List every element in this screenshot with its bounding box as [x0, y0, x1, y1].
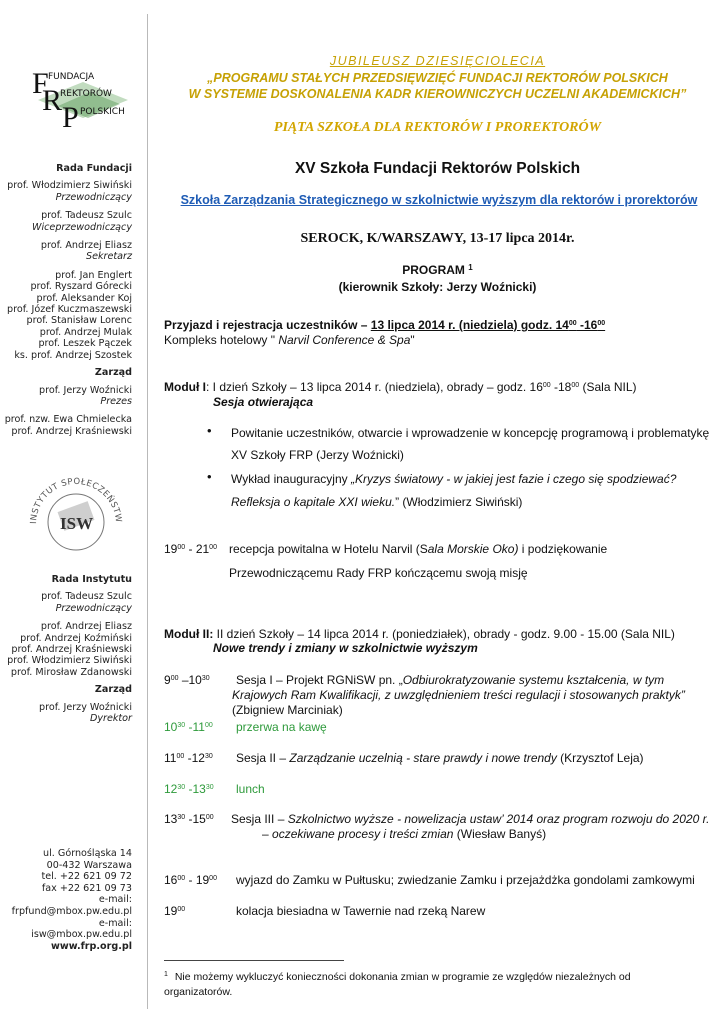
s1-line2: Krajowych Ram Kwalifikacji, z uwzględnieniem treści regulacji i stosowanych praktyk”	[232, 688, 685, 702]
bullet2-line2: Refleksja o kapitale XXI wieku.” (Włodzimierz Siwiński)	[231, 495, 523, 509]
module2-label: Moduł II:	[164, 627, 214, 641]
member-name: prof. Ryszard Górecki	[30, 281, 132, 293]
rada-fundacji-block	[0, 163, 132, 437]
s2-text: Sesja II – Zarządzanie uczelnią - stare prawdy i nowe trendy (Krzysztof Leja)	[236, 751, 644, 765]
fax: fax +22 621 09 73	[41, 882, 132, 894]
trip-text: wyjazd do Zamku w Pułtusku; zwiedzanie Zamku i przejażdżka gondolami zamkowymi	[236, 873, 695, 887]
logo-text-line3: POLSKICH	[80, 107, 125, 117]
member-role: Wiceprzewodniczący	[32, 221, 132, 233]
lunch-text: lunch	[236, 782, 265, 796]
address-line: ul. Górnośląska 14	[43, 848, 132, 859]
s3-time: $13^{30}$ $-15^{00}$	[164, 812, 214, 826]
arrival-date: 13 lipca 2014 r. (niedziela) godz. $14^{00}$ $-16^{00}$	[370, 318, 606, 332]
member-name: prof. Andrzej Mulak	[39, 326, 132, 338]
section-title: Rada Instytutu	[51, 574, 132, 585]
footnote-divider	[164, 960, 344, 961]
bullet-icon: •	[207, 469, 212, 484]
member-name: prof. Tadeusz Szulc	[41, 210, 132, 222]
place-date: SEROCK, K/WARSZAWY, 13-17 lipca 2014r.	[300, 231, 575, 246]
svg-text:P: P	[62, 101, 79, 130]
footnote	[164, 970, 684, 1000]
rada-instytutu-block	[0, 574, 132, 724]
member-name: prof. Stanisław Lorenc	[26, 315, 132, 327]
member-name: prof. Jan Englert	[55, 269, 132, 281]
address-block	[0, 848, 132, 952]
member-name: prof. Andrzej Eliasz	[40, 621, 132, 633]
fifth-school-title: PIĄTA SZKOŁA DLA REKTORÓW I PROREKTORÓW	[273, 120, 602, 135]
s2-time: $11^{00}$ $-12^{30}$	[164, 751, 213, 765]
jubilee-program-line1: „PROGRAMU STAŁYCH PRZEDSIĘWZIĘĆ FUNDACJI REKTORÓW POLSKICH	[207, 71, 668, 85]
isw-logo-text: ISW	[60, 514, 94, 533]
footnote-mark: 1	[164, 971, 168, 978]
s1-line1: Sesja I – Projekt RGNiSW pn. „Odbiurokratyzowanie systemu kształcenia, w tym	[236, 673, 665, 687]
module1-heading: Moduł I: I dzień Szkoły – 13 lipca 2014 r. (niedziela), obrady – godz. $16^{00}$ $-18^{00}$ (Sala NIL)	[164, 380, 637, 394]
footnote-mark: 1	[468, 263, 473, 272]
address-line: 00-432 Warszawa	[46, 859, 132, 871]
arrival-venue: Kompleks hotelowy " Narvil Conference & Spa"	[164, 333, 415, 347]
trip-time: $16^{00} - 19^{00}$	[164, 873, 217, 887]
s3-line1: Sesja III – Szkolnictwo wyższe - nowelizacja ustaw’ 2014 oraz program rozwoju do 2020 r.	[231, 812, 710, 826]
sidebar-divider	[147, 14, 148, 1009]
bullet2-line1: Wykład inauguracyjny „Kryzys światowy - w jakiej jest fazie i czego się spodziewać?	[231, 472, 677, 486]
s3-line2: – oczekiwane procesy i treści zmian (Wiesław Banyś)	[262, 827, 547, 841]
website-link[interactable]: www.frp.org.pl	[50, 940, 132, 952]
email-isw[interactable]: e-mail: isw@mbox.pw.edu.pl	[31, 917, 132, 941]
program-leader: (kierownik Szkoły: Jerzy Woźnicki)	[338, 280, 537, 294]
svg-text:F: F	[32, 67, 49, 100]
logo-text-line1: FUNDACJA	[48, 72, 95, 82]
member-name: prof. nzw. Ewa Chmielecka	[4, 414, 132, 426]
jubilee-program-line2: W SYSTEMIE DOSKONALENIA KADR KIEROWNICZYCH UCZELNI AKADEMICKICH”	[188, 87, 687, 101]
bullet1-line1: Powitanie uczestników, otwarcie i wprowadzenie w koncepcję programową i problematykę	[231, 426, 710, 440]
s1-time: $9^{00}$ $-10^{30}$	[164, 673, 210, 687]
member-name: prof. Andrzej Kraśniewski	[11, 644, 132, 656]
reception-text: recepcja powitalna w Hotelu Narvil (Sala Morskie Oko) i podziękowanie	[229, 542, 608, 556]
member-name: prof. Andrzej Eliasz	[40, 240, 132, 252]
section-title: Rada Fundacji	[56, 163, 132, 174]
reception-line2: Przewodniczącemu Rady FRP kończącemu swoją misję	[229, 566, 528, 580]
module1-label: Moduł I	[164, 380, 206, 394]
arrival-prefix: Przyjazd i rejestracja uczestników –	[164, 318, 371, 332]
member-name: prof. Jerzy Woźnicki	[39, 701, 132, 713]
school-subtitle[interactable]: Szkoła Zarządzania Strategicznego w szkolnictwie wyższym dla rektorów i prorektorów	[180, 193, 698, 207]
email-frp[interactable]: e-mail: frpfund@mbox.pw.edu.pl	[11, 894, 132, 917]
member-name: prof. Jerzy Woźnicki	[39, 384, 132, 396]
coffee-break-text: przerwa na kawę	[236, 720, 327, 734]
dinner-text: kolacja biesiadna w Tawernie nad rzeką Narew	[236, 904, 486, 918]
module2-session: Nowe trendy i zmiany w szkolnictwie wyższym	[213, 641, 478, 655]
arrival-line	[164, 317, 605, 333]
isw-logo	[20, 462, 132, 574]
member-role: Dyrektor	[89, 713, 132, 725]
svg-text:INSTYTUT SPOŁECZEŃSTWA WIEDZY: INSTYTUT SPOŁECZEŃSTW	[28, 476, 124, 525]
program-label: PROGRAM	[402, 263, 465, 277]
reception-line1: $19^{00} - 21^{00}$	[164, 542, 217, 556]
dinner-time: $19^{00}$	[164, 904, 186, 918]
svg-text:R: R	[42, 84, 63, 117]
member-name: prof. Andrzej Kraśniewski	[11, 425, 132, 437]
section-title: Zarząd	[94, 684, 132, 696]
member-role: Sekretarz	[85, 251, 132, 263]
member-name: prof. Aleksander Koj	[36, 292, 132, 304]
jubilee-title: JUBILEUSZ DZIESIĘCIOLECIA	[329, 54, 546, 68]
frp-logo	[28, 60, 138, 130]
logo-text-line2: REKTORÓW	[60, 89, 112, 99]
member-name: prof. Józef Kuczmaszewski	[7, 304, 132, 316]
program-heading	[160, 262, 715, 296]
member-name: prof. Mirosław Zdanowski	[10, 666, 132, 678]
s1-author: (Zbigniew Marciniak)	[232, 703, 343, 717]
coffee-break-time: $10^{30}$ $-11^{00}$	[164, 720, 213, 734]
member-name: prof. Włodzimierz Siwiński	[7, 180, 132, 192]
phone: tel. +22 621 09 72	[41, 871, 132, 883]
bullet-icon: •	[207, 423, 212, 438]
footnote-text-cont: organizatorów.	[164, 986, 233, 998]
module2-heading: Moduł II: II dzień Szkoły – 14 lipca 2014 r. (poniedziałek), obrady - godz. 9.00 - 15.00 (Sala NIL)	[164, 627, 675, 641]
member-role: Prezes	[100, 395, 132, 407]
page-title: XV Szkoła Fundacji Rektorów Polskich	[294, 160, 581, 177]
member-name: prof. Andrzej Koźmiński	[20, 632, 132, 644]
lunch-time: $12^{30}$ $-13^{30}$	[164, 782, 214, 796]
member-role: Przewodniczący	[55, 602, 132, 614]
section-title: Zarząd	[94, 367, 132, 379]
member-name: prof. Tadeusz Szulc	[41, 591, 132, 603]
footnote-text: Nie możemy wykluczyć konieczności dokonania zmian w programie ze względów niezależnych od	[174, 971, 631, 983]
member-role: Przewodniczący	[55, 191, 132, 203]
member-name: prof. Leszek Pączek	[38, 338, 132, 350]
member-name: ks. prof. Andrzej Szostek	[14, 349, 132, 361]
module1-session: Sesja otwierająca	[213, 395, 314, 409]
bullet1-line2: XV Szkoły FRP (Jerzy Woźnicki)	[231, 448, 404, 462]
member-name: prof. Włodzimierz Siwiński	[7, 655, 132, 667]
